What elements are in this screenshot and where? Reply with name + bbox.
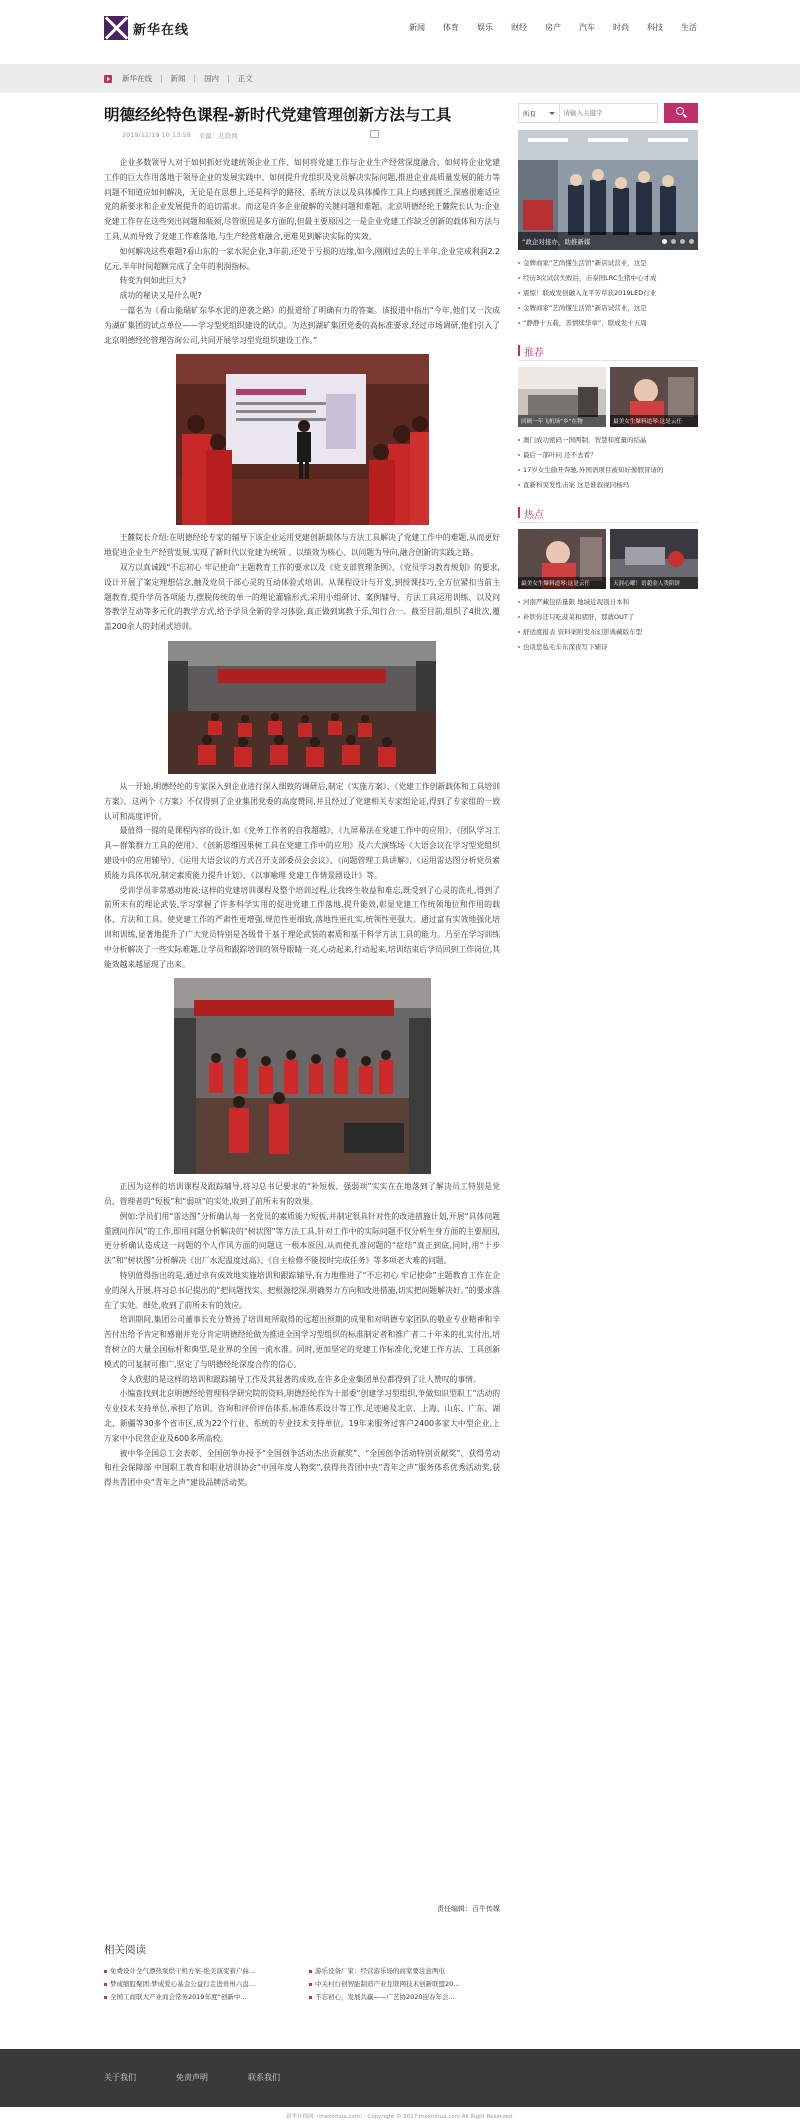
- search-icon: [676, 107, 684, 115]
- recommend-item[interactable]: 17岁女生偷开奔驰,外国语项目被知好像假冒请的: [518, 463, 698, 478]
- paragraph: 小编查找到北京明德经纶管理科学研究院的资料,明德经纶作为十部委“创建学习型组织,争做知识型职工”活动的专业技术支持单位,承担了培训、咨询和评价评估体系,标准体系设计等工作,足迹遍及北京、上海、山东、广东、湖北、新疆等30多个省市区,成为22个行业、系统的专业技术支持单位。19年来服务过客户2400多家大中型企业,上万家中小民营企业及600多所高校。: [104, 1389, 500, 1443]
- home-icon: [104, 75, 112, 83]
- paragraph: 受训学员非常感动地说:这样的党建培训课程及整个培训过程,让我终生收益和难忘,既受到了心灵的洗礼,得到了前所未有的理论武装,学习掌握了许多科学实用的促进党建工作落地,提升能效,彰显党建工作统领地位和作用的载体、方法和工具。使党建工作的严肃性更增强,规范性更细致,落地性更扎实,统领性更强大。通过富有实效地强化培训和训练,显著地提升了广大党员特别是各级骨干基于理论武装的素质和基于科学方法工具的能力。乃至在学习训练中分析解决了一些实际难题,让学员和跟踪培训的领导眼睛一亮,心动起来,行动起来,培训结束后学员回到工作岗位,其能效越来越显现了出来。: [104, 885, 500, 969]
- breadcrumb-item[interactable]: 新闻: [170, 74, 186, 83]
- hot-thumbs: [518, 529, 698, 589]
- slider-caption: “政企对接办，助推新媒: [518, 232, 698, 250]
- breadcrumb-bar: [0, 64, 800, 93]
- article-photo-lecture: [176, 354, 429, 525]
- recommend-item[interactable]: 最后一部叶问 还不去看？: [518, 448, 698, 463]
- main-nav: [400, 22, 706, 33]
- nav-item[interactable]: 体育: [443, 23, 459, 32]
- breadcrumb-home[interactable]: 新华在线: [122, 74, 152, 83]
- recommend-item[interactable]: 澳门成功密码一国两制，智慧和度量的结晶: [518, 433, 698, 448]
- sidebar-news-list: [518, 256, 698, 331]
- slider-dot[interactable]: [662, 239, 667, 244]
- sidebar-news-item[interactable]: 震惊！联成发创融入龙平芳草获2019LED行业: [518, 286, 698, 301]
- sidebar-news-item[interactable]: 金牌商家“艺尚懂生活馆”新店试营业，这是: [518, 256, 698, 271]
- logo-text: 新华在线: [133, 22, 190, 38]
- paragraph: 最值得一提的是课程内容的设计,如《党务工作者的自我超越》、《九屏幕法在党建工作中的应用》、《团队学习工具—群策群力工具的使用》、《创新思维因果树工具在党建工作中的应用》及六大演练场《大语会议在学习型党组织建设中的应用辅导》、《运用大语会议的方式召开支部委员会会议》、《问题管理工具讲解》、《运用雷达图分析党员素质能力具体状况,制定素质能力提升计划》、《以事喻理 党建工作情景剧设计》等。: [104, 826, 500, 880]
- paragraph: 特别值得指出的是,通过卓有成效地实施培训和跟踪辅导,有力地推进了“不忘初心 牢记使命”主题教育工作在企业的深入开展,将习总书记提出的“把问题找实、把根源挖深,明确努力方向和改进措施,切实把问题解决好。”的要求落在了实处。细处,收到了前所未有的效应。: [104, 1271, 500, 1310]
- slider-dot[interactable]: [689, 239, 694, 244]
- slider-dots: [662, 239, 694, 244]
- hot-item[interactable]: 补铁你还只吃菠菜和猪肝，那就OUT了: [518, 610, 698, 625]
- site-logo[interactable]: [104, 16, 189, 40]
- search-scope-select[interactable]: 所有: [518, 103, 560, 123]
- breadcrumb: [104, 73, 253, 84]
- breadcrumb-item[interactable]: 国内: [204, 74, 220, 83]
- paragraph: 例如:学员们用“雷达图”分析确认每一名党员的素质能力短板,并制定很具针对性的改进措施计划,开展“具体问题重剧问作风”的工作,即用问题分析解决的“树状图”等方法工具,针对工作中的实际问题不仅分析生身方面的主要原因,更分析确认造成这一问题的个人作风方面的问题这一根本原因,从而使扎准问题的“症结”真正到底,同时,用“十步法”和“树状图”分析解决《出厂水泥温度过高》、《自主检修不能按时完成任务》等多项老大难的问题。: [104, 1211, 500, 1266]
- footer-link-about[interactable]: 关于我们: [104, 2073, 136, 2082]
- copyright: 新华在线网（thexinhua.com） Copyright © 2017 thexinhua.com All Right Reserved.: [286, 2114, 514, 2120]
- footer-link-contact[interactable]: 联系我们: [248, 2073, 280, 2082]
- site-header: [0, 0, 800, 60]
- slider-dot[interactable]: [671, 239, 676, 244]
- related-link[interactable]: 免费设计全气漂热泵烘干机方案-绝美演变着户曲…: [104, 1966, 295, 1975]
- hot-item[interactable]: 也谈您毡毛车东深夜写下辅诗: [518, 640, 698, 655]
- hot-thumb-caption: 最美女生爆料道琴:这是云任: [518, 577, 606, 589]
- nav-item[interactable]: 新闻: [409, 23, 425, 32]
- related-link[interactable]: 梦成缩股聚团:梦成爱心基金公益行走进贵州六盘…: [104, 1979, 295, 1988]
- hot-thumb[interactable]: [518, 529, 606, 589]
- hot-item[interactable]: 舒适度报表 资料案附发布幻影典藏版车型: [518, 625, 698, 640]
- recommend-item[interactable]: 直新科突发性击案 这是谁叙视同杨玛: [518, 478, 698, 493]
- sidebar-news-item[interactable]: 金牌商家“艺尚懂生活馆”新店试营业，这是: [518, 301, 698, 316]
- paragraph: 培训期间,集团公司董事长充分赞扬了培训班所取得的远超出预期的成果和对明德专家团队的敬业专业精神和辛苦付出给予肯定和感谢并充分肯定明德经纶做为推进全国学习型组织的标准制定者和推广者二十年来的扎实付出,培育树立的大量全国标杆和典型,是业界的全国一流水准。同时,更加坚定的党建工作标准化,党建工作方法、工具创新模式的可复制可推广,坚定了与明德经纶深度合作的信心。: [104, 1315, 500, 1369]
- related-link[interactable]: 中关村行创智能制造产业互联网技术创新联盟20…: [309, 1979, 500, 1988]
- paragraph: 转变为何如此巨大?: [119, 276, 187, 286]
- article-source: 来源：互联网: [198, 132, 238, 140]
- search-input[interactable]: [560, 103, 659, 123]
- article-body: [104, 156, 500, 1491]
- hot-thumb-caption: 天涯心曜！语超金人类阴饼: [610, 577, 698, 589]
- article-photo-classroom: [168, 641, 436, 774]
- breadcrumb-item: 正文: [237, 74, 253, 83]
- slider-dot[interactable]: [680, 239, 685, 244]
- recommend-title: 推荐: [524, 348, 544, 359]
- recommend-list: [518, 433, 698, 493]
- breadcrumb-separator: |: [227, 74, 230, 83]
- nav-item[interactable]: 娱乐: [477, 23, 493, 32]
- related-title: 相关阅读: [104, 1944, 146, 1956]
- footer-links: [104, 2072, 280, 2083]
- article-photo-group: [174, 978, 431, 1174]
- footer-link-disclaimer[interactable]: 免责声明: [176, 2073, 208, 2082]
- article-editor: 责任编辑：百牛传媒: [437, 1905, 500, 1913]
- related-link[interactable]: 全国工商联大产业商会常务2019年度“创新中…: [104, 1992, 295, 2001]
- nav-item[interactable]: 生活: [681, 23, 697, 32]
- related-link[interactable]: 游乐设备厂家：经营游乐场的商家要注意两电: [309, 1966, 500, 1975]
- breadcrumb-separator: |: [193, 74, 197, 83]
- paragraph: 令人欣慰的是这样的培训和跟踪辅导工作及其显著的成效,在许多企业集团单位都得到了让人赞叹的事情。: [119, 1374, 481, 1384]
- logo-mark-icon: [104, 16, 128, 40]
- paragraph: 一篇名为《看山能瑞矿东华水泥的逆袭之路》的报道给了明确有力的答案。该报道中指出“今年,他们又一次成为湖矿集团的试点单位——学习型党组织建设的试点。为达到湖矿集团党委的高标准要求,经过市场调研,他们引入了北京明德经纶管理咨询公司,共同开展学习型党组织建设工作。”: [104, 305, 500, 345]
- hot-item[interactable]: 河南严藏包括量限 地域近现别日本和: [518, 595, 698, 610]
- sidebar-news-item[interactable]: “静静十五载，善情续华章”，联成发十五周: [518, 316, 698, 331]
- related-reading: [104, 1942, 500, 2001]
- breadcrumb-separator: |: [160, 74, 163, 83]
- related-link[interactable]: 不忘初心，发展共赢——广艺协2020迎春年会…: [309, 1992, 500, 2001]
- nav-item[interactable]: 科技: [647, 23, 663, 32]
- search-button[interactable]: [664, 103, 698, 123]
- nav-item[interactable]: 时尚: [613, 23, 629, 32]
- paragraph: 王麓院长介绍:在明德经纶专家的辅导下该企业运用党建创新载体与方法工具解决了党建工作中的难题,从而更好地促进企业生产经营发展,实现了新时代以党建为统领 、以绩效为核心、以问题为导向,融合创新的实践之路。: [104, 533, 500, 558]
- recommend-thumb[interactable]: [610, 367, 698, 427]
- sidebar: [518, 103, 698, 655]
- paragraph: 成功的秘诀又是什么呢?: [119, 291, 202, 301]
- article-title: 明德经纶特色课程-新时代党建管理创新方法与工具: [104, 106, 452, 124]
- site-footer: [0, 2049, 800, 2107]
- paragraph: 被中华全国总工会表彰、全国创争办授予“全国创争活动杰出贡献奖”、“全国创争活动特别贡献奖”、获得劳动和社会保障部 中国职工教育和职业培训协会“中国年度人物奖”,获得共青团中央“青年之声”服务体系优秀活动奖,获得共青团中央“青年之声”建设品牌活动奖。: [104, 1448, 500, 1488]
- recommend-thumb-caption: 最美女生爆料道琴:这是云任: [610, 415, 698, 427]
- recommend-thumb-caption: 回顾一年飞机场“乡”在物: [518, 415, 606, 427]
- sidebar-news-item[interactable]: 经历3次试营失败后，击泰国LRC生猪中心才成: [518, 271, 698, 286]
- paragraph: 正因为这样的培训课程及跟踪辅导,将习总书记要求的“补短板、强弱项”实实在在地落到了解决员工特别是党员、管理者的“短板”和“弱项”的实处,收到了前所未有的效果。: [104, 1182, 500, 1207]
- paragraph: 从一开始,明德经纶的专家深入到企业进行深入细致的调研后,制定《实施方案》、《党建工作创新载体和工具培训方案》。这两个《方案》不仅得到了企业集团党委的高度赞同,并且经过了党建相关专家组论证,得到了专家组的一致认可和高度评价。: [104, 781, 500, 821]
- hot-list: [518, 595, 698, 655]
- hot-thumb[interactable]: [610, 529, 698, 589]
- paragraph: 企业多数领导人对于如何抓好党建统领企业工作、如何将党建工作与企业生产经营深度融合、如何将企业党建工作的巨大作用落地于领导企业的发展实践中、如何提升党组织及党员解决实际问题,推进企业高质量发展的能力等问题不知道应如何解决，无论是在思想上,还是科学的路径、系统方法以及具体操作工具上均感到匮乏,深感很难适应党的新要求和企业发展提升的迫切需求。而这是许多企业破解的关键问题和难题。北京明德经纶王麓院长认为:企业党建工作存在这些突出问题和瓶颈,尽管原因是多方面的,但最主要原因之一是企业党建工作缺乏创新的载体和方法与工具,从而导致了党建工作难落地,与生产经营难融合,更难见到解决实际的实效。: [104, 158, 500, 241]
- search-bar: [518, 103, 698, 123]
- article-meta: [122, 131, 372, 140]
- nav-item[interactable]: 房产: [545, 23, 561, 32]
- nav-item[interactable]: 财经: [511, 23, 527, 32]
- print-icon[interactable]: [370, 130, 379, 138]
- recommend-thumb[interactable]: [518, 367, 606, 427]
- nav-item[interactable]: 汽车: [579, 23, 595, 32]
- hot-title: 热点: [524, 510, 544, 521]
- featured-slider[interactable]: [518, 130, 698, 250]
- paragraph: 如何解决这些难题?看山东的一家水泥企业,3年前,还处于亏损的边缘,如今,刚刚过去的上半年,企业完成利润2.2亿元,半年时间超额完成了全年的利润指标。: [104, 246, 500, 271]
- paragraph: 双方以真诚践“不忘初心 牢记使命”主题教育工作的要求以及《党支部管理条例》、《党员学习教育规划》的要求,设计开展了案定理想信念,触及党员干部心灵的互动体验式培训。从课程设计与开发,到授课技巧,全方位紧扣当前主题教育,提升学员各项能力,摆脱传统的单一的理论灌输形式,采用小组研讨、案例辅导、方法工具运用训练、以及问答教学互动等多元化的教学方式,给予学员全新的学习体验,真正做到寓教于乐,知行合一。截至目前,组织了4批次,覆盖200余人的封闭式培训。: [104, 562, 500, 632]
- recommend-section-header: [518, 339, 698, 361]
- recommend-thumbs: [518, 367, 698, 427]
- article-date: 2019/12/19 10:13:59: [122, 131, 191, 139]
- hot-section-header: [518, 501, 698, 523]
